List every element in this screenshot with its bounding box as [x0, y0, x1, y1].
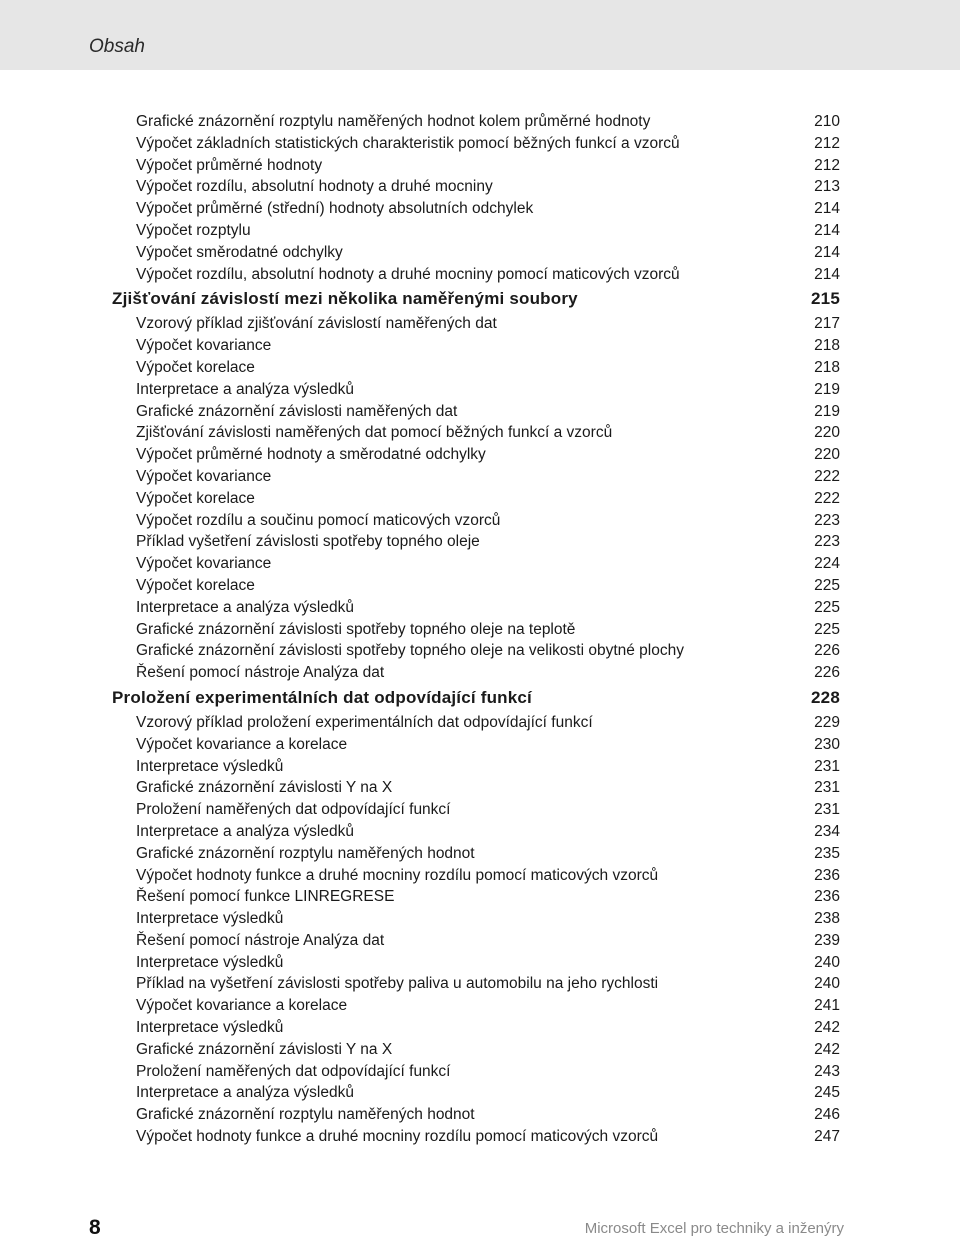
toc-entry-label: Výpočet korelace — [136, 489, 255, 507]
toc-page-number: 219 — [814, 380, 840, 398]
toc-entry-label: Grafické znázornění závislosti spotřeby topného oleje na velikosti obytné plochy — [136, 642, 684, 660]
toc-entry-label: Grafické znázornění rozptylu naměřených hodnot — [136, 844, 475, 862]
toc-entry-label: Výpočet rozptylu — [136, 221, 251, 239]
toc-entry-label: Výpočet základních statistických charakteristik pomocí běžných funkcí a vzorců — [136, 134, 680, 152]
toc-entry — [112, 973, 840, 995]
toc-page-number: 223 — [814, 511, 840, 529]
toc-page-number: 210 — [814, 113, 840, 130]
toc-page-number: 234 — [814, 822, 840, 840]
toc-entry-label: Výpočet korelace — [136, 576, 255, 594]
toc-entry-label: Interpretace a analýza výsledků — [136, 598, 354, 616]
toc-entry-label: Grafické znázornění závislosti spotřeby topného oleje na teplotě — [136, 620, 576, 638]
toc-entry — [112, 357, 840, 379]
toc-entry-label: Výpočet kovariance — [136, 467, 272, 485]
toc-page-number: 225 — [814, 598, 840, 616]
toc-page-number: 242 — [814, 1040, 840, 1058]
toc-page-number: 218 — [814, 358, 840, 376]
toc-page-number: 231 — [814, 779, 840, 797]
toc-entry — [112, 1126, 840, 1148]
toc-page-number: 239 — [814, 931, 840, 949]
toc-entry — [112, 619, 840, 641]
toc-page-number: 212 — [814, 134, 840, 152]
toc-entry — [112, 466, 840, 488]
page-number: 8 — [89, 1216, 101, 1239]
toc-entry — [112, 531, 840, 553]
toc-page-number: 245 — [814, 1084, 840, 1102]
toc-page-number: 231 — [814, 757, 840, 775]
toc-page-number: 218 — [814, 337, 840, 355]
toc-entry — [112, 843, 840, 865]
toc-entry-label: Výpočet korelace — [136, 358, 255, 376]
toc-page-number: 215 — [811, 289, 840, 309]
toc-entry — [112, 821, 840, 843]
toc-entry — [112, 176, 840, 198]
toc-entry — [112, 734, 840, 756]
toc-section-entry — [112, 285, 840, 313]
toc-entry-label: Interpretace a analýza výsledků — [136, 380, 354, 398]
toc-entry — [112, 488, 840, 510]
toc-section-entry — [112, 684, 840, 712]
toc-entry-label: Interpretace a analýza výsledků — [136, 822, 354, 840]
toc-entry-label: Řešení pomocí nástroje Analýza dat — [136, 931, 385, 949]
toc-page-number: 235 — [814, 844, 840, 862]
toc-entry-label: Výpočet kovariance a korelace — [136, 735, 348, 753]
toc-entry — [112, 908, 840, 930]
toc-entry — [112, 952, 840, 974]
toc-entry-label: Řešení pomocí funkce LINREGRESE — [136, 888, 395, 906]
toc-page-number: 238 — [814, 910, 840, 928]
toc-page-number: 224 — [814, 555, 840, 573]
toc-entry-label: Výpočet průměrné hodnoty a směrodatné odchylky — [136, 446, 486, 464]
toc-entry — [112, 930, 840, 952]
toc-page-number: 213 — [814, 178, 840, 196]
toc-page-number: 214 — [814, 265, 840, 283]
toc-page-number: 223 — [814, 533, 840, 551]
toc-entry-label: Výpočet hodnoty funkce a druhé mocniny rozdílu pomocí maticových vzorců — [136, 1128, 659, 1146]
toc-page-number: 229 — [814, 713, 840, 731]
toc-entry — [112, 379, 840, 401]
toc-entry-label: Proložení naměřených dat odpovídající funkcí — [136, 1062, 451, 1080]
toc-page-number: 214 — [814, 200, 840, 218]
toc-entry-label: Interpretace výsledků — [136, 1019, 284, 1037]
toc-entry-label: Výpočet kovariance — [136, 337, 272, 355]
toc-entry — [112, 1061, 840, 1083]
toc-entry-label: Grafické znázornění závislosti naměřených dat — [136, 402, 458, 420]
toc-entry — [112, 712, 840, 734]
toc-entry-label: Grafické znázornění závislosti Y na X — [136, 1040, 393, 1058]
toc-entry-label: Výpočet hodnoty funkce a druhé mocniny rozdílu pomocí maticových vzorců — [136, 866, 659, 884]
toc-entry-label: Interpretace výsledků — [136, 910, 284, 928]
toc-page-number: 243 — [814, 1062, 840, 1080]
toc-section-label: Zjišťování závislostí mezi několika naměřenými soubory — [112, 289, 578, 309]
toc-entry — [112, 1017, 840, 1039]
toc-entry-label: Výpočet rozdílu a součinu pomocí maticových vzorců — [136, 511, 501, 529]
toc-entry — [112, 1104, 840, 1126]
toc-entry — [112, 422, 840, 444]
book-title: Microsoft Excel pro techniky a inženýry — [584, 1220, 844, 1237]
toc-entry — [112, 220, 840, 242]
toc-page-number: 220 — [814, 446, 840, 464]
toc-entry-label: Příklad vyšetření závislosti spotřeby topného oleje — [136, 533, 480, 551]
toc-entry — [112, 335, 840, 357]
toc-entry — [112, 756, 840, 778]
toc-entry — [112, 444, 840, 466]
toc-page-number: 241 — [814, 997, 840, 1015]
toc-entry — [112, 401, 840, 423]
toc-page-number: 236 — [814, 866, 840, 884]
toc-page-number: 247 — [814, 1128, 840, 1146]
header-bar — [0, 0, 960, 70]
toc-page-number: 217 — [814, 315, 840, 333]
chapter-title: Obsah — [89, 36, 145, 57]
toc-page-number: 222 — [814, 489, 840, 507]
toc-entry-label: Výpočet rozdílu, absolutní hodnoty a druhé mocniny pomocí maticových vzorců — [136, 265, 680, 283]
toc-entry — [112, 198, 840, 220]
toc-entry — [112, 510, 840, 532]
toc-entry-label: Výpočet směrodatné odchylky — [136, 243, 343, 261]
toc-page-number: 225 — [814, 576, 840, 594]
toc-entry — [112, 553, 840, 575]
toc-page-number: 225 — [814, 620, 840, 638]
toc-page-number: 240 — [814, 975, 840, 993]
toc-page-number: 226 — [814, 664, 840, 682]
toc-page-number: 214 — [814, 221, 840, 239]
toc-entry-label: Grafické znázornění rozptylu naměřených hodnot — [136, 1106, 475, 1124]
toc-entry-label: Výpočet rozdílu, absolutní hodnoty a druhé mocniny — [136, 178, 493, 196]
toc-entry-label: Interpretace a analýza výsledků — [136, 1084, 354, 1102]
toc-entry — [112, 242, 840, 264]
toc-entry — [112, 597, 840, 619]
toc-page-number: 240 — [814, 953, 840, 971]
toc-page-number: 219 — [814, 402, 840, 420]
toc-page-number: 236 — [814, 888, 840, 906]
toc-entry — [112, 1039, 840, 1061]
toc-page-number: 246 — [814, 1106, 840, 1124]
toc-page-number: 222 — [814, 467, 840, 485]
toc-entry — [112, 777, 840, 799]
toc-entry — [112, 133, 840, 155]
toc-entry — [112, 995, 840, 1017]
toc-entry-label: Zjišťování závislosti naměřených dat pomocí běžných funkcí a vzorců — [136, 424, 613, 442]
toc-page-number: 214 — [814, 243, 840, 261]
toc-entry — [112, 886, 840, 908]
toc-entry-label: Interpretace výsledků — [136, 953, 284, 971]
toc-page-number: 212 — [814, 156, 840, 174]
toc-entry — [112, 111, 840, 133]
toc-entry — [112, 865, 840, 887]
toc-entry-label: Vzorový příklad zjišťování závislostí naměřených dat — [136, 315, 497, 333]
toc-entry — [112, 640, 840, 662]
toc-entry-label: Grafické znázornění rozptylu naměřených hodnot kolem průměrné hodnoty — [136, 113, 651, 130]
toc-entry-label: Výpočet kovariance a korelace — [136, 997, 348, 1015]
toc-entry — [112, 313, 840, 335]
toc-section-label: Proložení experimentálních dat odpovídající funkcí — [112, 687, 532, 707]
toc-page-number: 228 — [811, 687, 840, 707]
toc-entry-label: Vzorový příklad proložení experimentálních dat odpovídající funkcí — [136, 713, 593, 731]
toc-entry-label: Výpočet kovariance — [136, 555, 272, 573]
toc-entry-label: Řešení pomocí nástroje Analýza dat — [136, 664, 385, 682]
toc-page-number: 242 — [814, 1019, 840, 1037]
table-of-contents — [112, 111, 840, 1148]
toc-entry — [112, 799, 840, 821]
toc-entry-label: Výpočet průměrné (střední) hodnoty absolutních odchylek — [136, 200, 534, 218]
toc-page-number: 226 — [814, 642, 840, 660]
toc-entry — [112, 1082, 840, 1104]
toc-entry-label: Příklad na vyšetření závislosti spotřeby paliva u automobilu na jeho rychlosti — [136, 975, 659, 993]
toc-entry-label: Interpretace výsledků — [136, 757, 284, 775]
toc-entry-label: Proložení naměřených dat odpovídající funkcí — [136, 801, 451, 819]
toc-entry-label: Výpočet průměrné hodnoty — [136, 156, 323, 174]
toc-entry — [112, 662, 840, 684]
toc-page-number: 231 — [814, 801, 840, 819]
toc-entry — [112, 155, 840, 177]
toc-page-number: 220 — [814, 424, 840, 442]
toc-page-number: 230 — [814, 735, 840, 753]
toc-entry — [112, 575, 840, 597]
toc-entry-label: Grafické znázornění závislosti Y na X — [136, 779, 393, 797]
toc-entry — [112, 264, 840, 286]
